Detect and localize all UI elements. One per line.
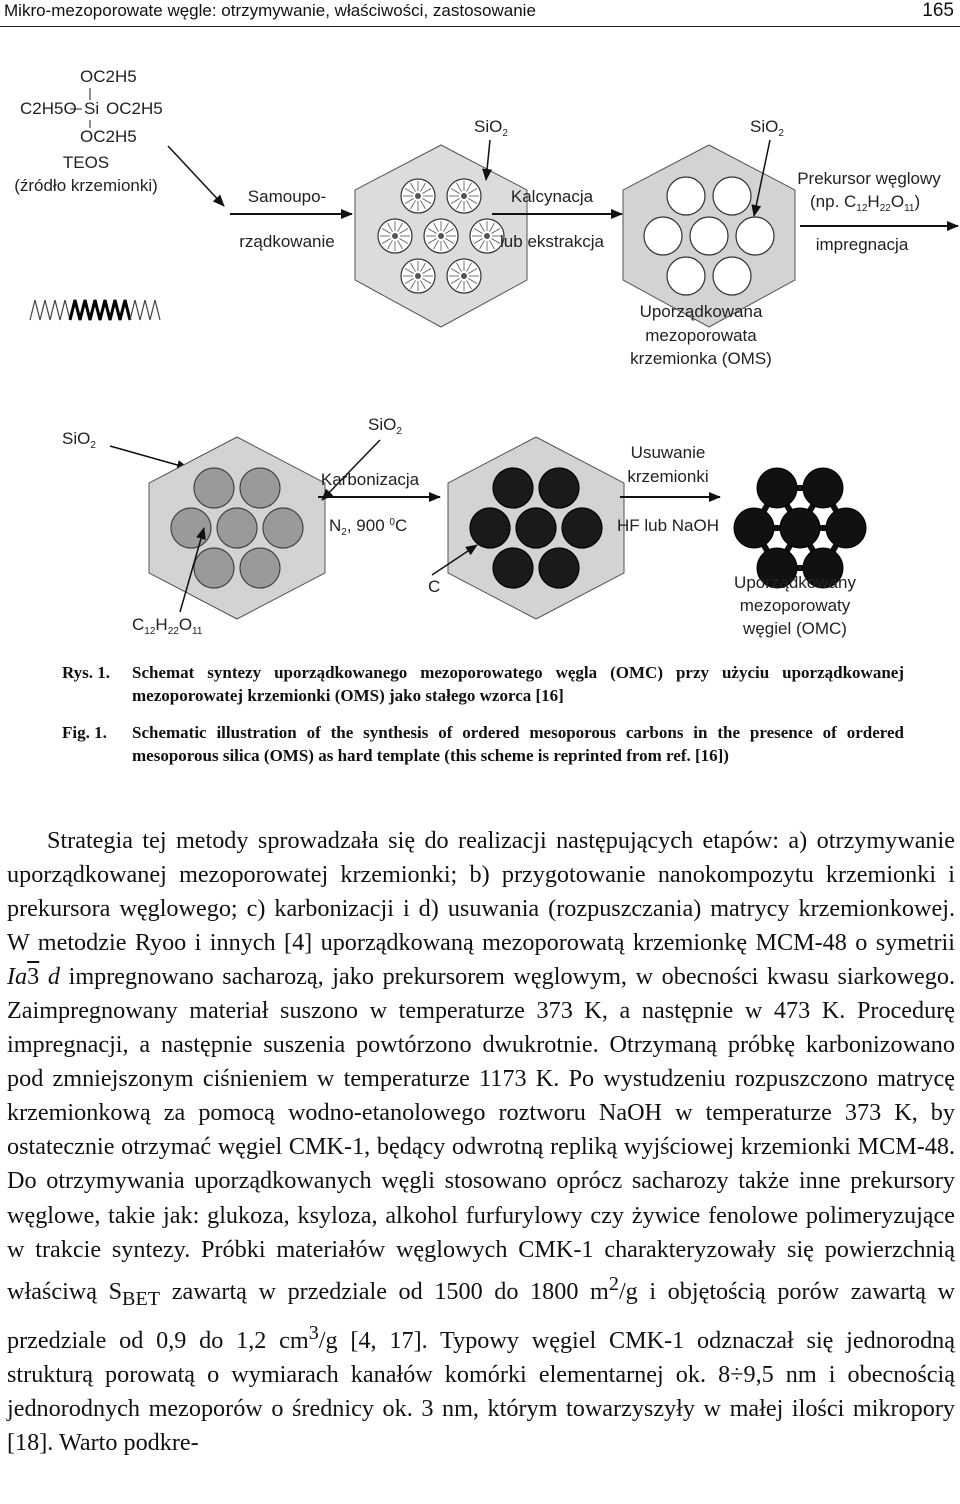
teos-formula: [20, 67, 163, 146]
pore-circle-empty: [736, 217, 774, 255]
pore-circle-filled: [194, 468, 234, 508]
svg-text:OC2H5: OC2H5: [80, 67, 137, 86]
pore-circle-carbon: [539, 548, 579, 588]
micelle-core: [415, 193, 421, 199]
pore-circle-carbon: [470, 508, 510, 548]
silica-removal-line2: krzemionki: [627, 467, 709, 486]
teos-source: (źródło krzemionki): [14, 176, 158, 195]
sio2-label-1: SiO$_2$: [474, 117, 508, 139]
micelle-core: [438, 233, 444, 239]
oms-label-line1: Uporządkowana: [639, 302, 763, 321]
pore-circle-carbon: [562, 508, 602, 548]
step1-label-bottom: rządkowanie: [239, 232, 335, 251]
pore-circle-filled: [194, 548, 234, 588]
teos-label: TEOS: [62, 153, 110, 172]
oms-label-line3: krzemionka (OMS): [630, 349, 772, 368]
body-text: [7, 824, 955, 1460]
pore-circle-empty: [667, 177, 705, 215]
carbon-rod: [757, 468, 797, 508]
carbon-rod: [803, 468, 843, 508]
precursor-label-line1: Prekursor węglowy: [797, 169, 941, 188]
sio2-label-3: SiO$_2$: [62, 429, 96, 451]
step2-label-bottom: lub ekstrakcja: [500, 232, 604, 251]
figure-caption-polish: [62, 662, 904, 707]
omc-label-line3: węgiel (OMC): [743, 619, 847, 638]
arrow-teos-in: [168, 146, 224, 206]
oms-label-line2: mezoporowata: [645, 326, 757, 345]
pore-circle-empty: [713, 257, 751, 295]
pore-circle-filled: [240, 468, 280, 508]
body-paragraph: Strategia tej metody sprowadzała się do realizacji następujących etapów: a) otrzymywanie uporządkowanej mezoporowatej krzemionki; b) przygotowanie nanokompozytu krzemionki i prekursora węglowego; c) karbonizacji i d) usuwania (rozpuszczania) matrycy krzemionkowej. W metodzie Ryoo i innych [4] uporządkowaną mezoporowatą krzemionkę MCM-48 o symetrii Ia3 d impregnowano sacharozą, jako prekursorem węglowym, w obecności kwasu siarkowego. Zaimpregnowany materiał suszono w temperaturze 373 K, a następnie w 473 K. Procedurę impregnacji, a następnie suszenia powtórzono dwukrotnie. Otrzymaną próbkę karbonizowano pod zmniejszonym ciśnieniem w temperaturze 1173 K. Po wystudzeniu rozpuszczono matrycę krzemionkową za pomocą wodno-etanolowego roztworu NaOH w temperaturze 373 K, by ostatecznie otrzymać węgiel CMK-1, będący odwrotną repliką wyjściowej krzemionki MCM-48. Do otrzymywania uporządkowanych węgli stosowano oprócz sacharozy także inne prekursory węglowe, takie jak: glukoza, ksyloza, alkohol furfurylowy czy żywice fenolowe polimeryzujące w trakcie syntezy. Próbki materiałów węglowych CMK-1 charakteryzowały się powierzchnią właściwą $S_{BET}$ zawartą w przedziale od 1500 do 1800 $m^2/g$ i objętością porów zawartą w przedziale od 0,9 do 1,2 $cm^3/g$ [4, 17]. Typowy węgiel CMK-1 odznaczał się jednorodną strukturą porowatą o wymiarach kanałów komórki elementarnej ok. 8÷9,5 nm i obecnością jednorodnych mezoporów o średnicy ok. 3 nm, którym towarzyszyły w małej ilości mikropory [18]. Warto podkre-: [7, 827, 955, 1456]
omc-carbon-structure: [734, 468, 866, 588]
micelle-core: [484, 233, 490, 239]
sio2-label-4: SiO$_2$: [368, 415, 402, 437]
impregnation-label: impregnacja: [815, 235, 909, 254]
pore-circle-filled: [263, 508, 303, 548]
caption-text-en: Schematic illustration of the synthesis of ordered mesoporous carbons in the presence of ordered mesoporous silica (OMS) as hard template (this scheme is reprinted from ref. [16]): [132, 723, 904, 765]
caption-label-pl: Rys. 1.: [62, 663, 111, 682]
running-title: Mikro-mezoporowate węgle: otrzymywanie, właściwości, zastosowanie: [4, 1, 536, 20]
micelle-core: [415, 273, 421, 279]
carbon-rod: [734, 508, 774, 548]
micelle-core: [392, 233, 398, 239]
sio2-label-2: SiO$_2$: [750, 117, 784, 139]
silica-removal-line1: Usuwanie: [630, 443, 706, 462]
caption-text-pl: Schemat syntezy uporządkowanego mezoporowatego węgla (OMC) przy użyciu uporządkowanej mezoporowatej krzemionki (OMS) jako stałego wzorca [16]: [132, 663, 904, 705]
carbonization-conditions: $N_2$, 900 $^0$C: [329, 516, 408, 538]
micelle-core: [461, 193, 467, 199]
pore-circle-carbon: [493, 548, 533, 588]
svg-text:OC2H5: OC2H5: [106, 99, 163, 118]
omc-label-line1: Uporządkowany: [734, 573, 856, 592]
svg-text:OC2H5: OC2H5: [80, 127, 137, 146]
svg-text:C2H5O: C2H5O: [20, 99, 77, 118]
pore-circle-carbon: [493, 468, 533, 508]
oms-hexagon: [623, 145, 795, 327]
precursor-label-line2: (np. $C_{12}H_{22}O_{11}$): [810, 192, 921, 214]
wave-symbol: [30, 300, 160, 320]
carbon-silica-hexagon: [448, 437, 624, 619]
pore-circle-empty: [644, 217, 682, 255]
figure-caption-english: [62, 722, 904, 767]
hf-naoh-label: HF lub NaOH: [616, 516, 720, 535]
pore-circle-carbon: [516, 508, 556, 548]
carbon-rod: [780, 508, 820, 548]
pore-circle-empty: [667, 257, 705, 295]
micelle-core: [461, 273, 467, 279]
step1-label-top: Samoupo-: [247, 187, 327, 206]
pore-circle-carbon: [539, 468, 579, 508]
pore-circle-filled: [217, 508, 257, 548]
pore-circle-empty: [690, 217, 728, 255]
svg-text:Si: Si: [84, 99, 100, 118]
arrow-sio2-3: [110, 446, 188, 468]
step2-label-top: Kalcynacja: [510, 187, 594, 206]
carbon-rod: [826, 508, 866, 548]
carbon-c-label: C: [428, 577, 441, 596]
sucrose-formula: $C_{12}H_{22}O_{11}$: [132, 615, 203, 637]
pore-circle-filled: [171, 508, 211, 548]
running-header: [0, 0, 960, 27]
pore-circle-empty: [713, 177, 751, 215]
omc-label-line2: mezoporowaty: [739, 596, 851, 615]
pore-circle-filled: [240, 548, 280, 588]
synthesis-scheme-figure: [0, 30, 960, 660]
carbonization-label: Karbonizacja: [320, 470, 420, 489]
caption-label-en: Fig. 1.: [62, 723, 107, 742]
page-number: 165: [922, 0, 954, 21]
